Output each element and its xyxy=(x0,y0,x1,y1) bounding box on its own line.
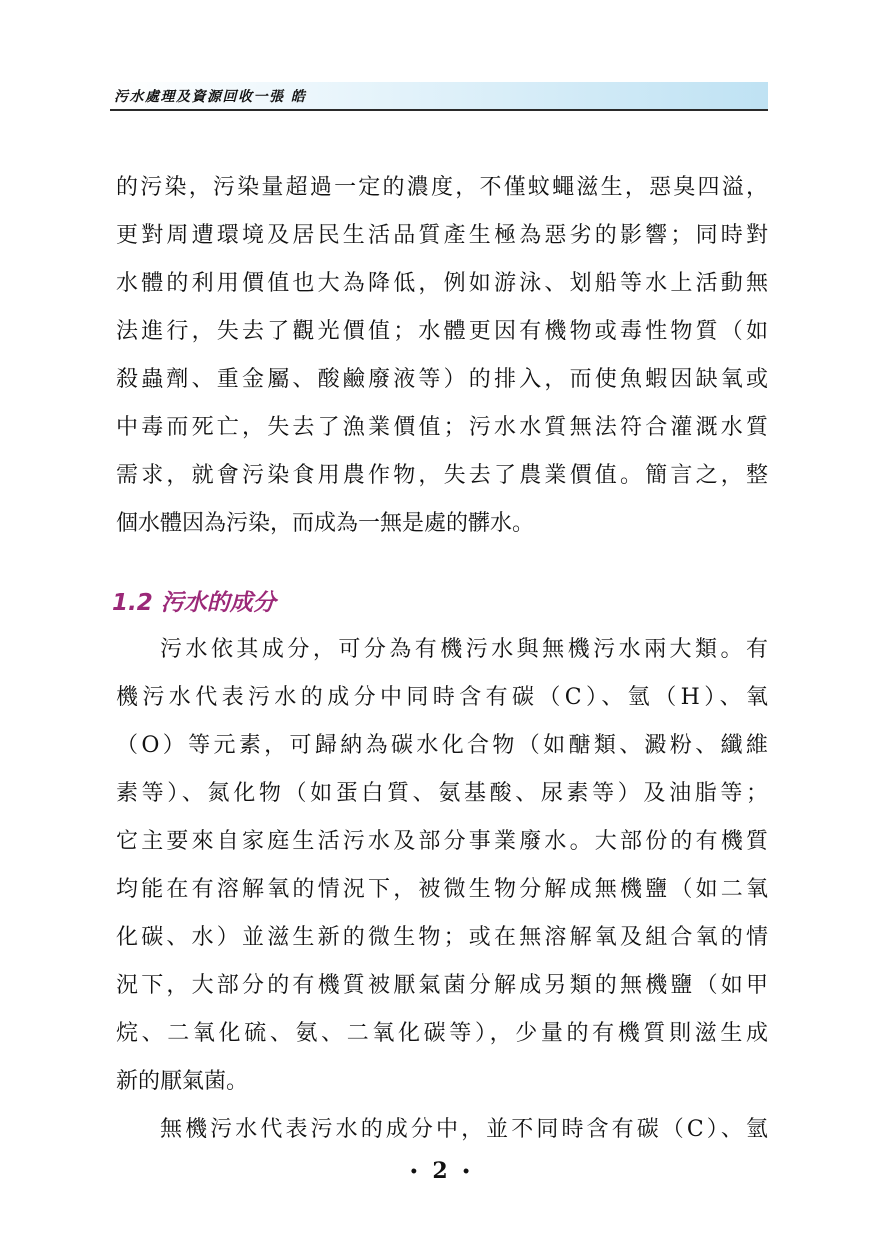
text-line: 需求，就會污染食用農作物，失去了農業價值。簡言之，整 xyxy=(116,463,768,488)
text-line: 法進行，失去了觀光價值；水體更因有機物或毒性物質（如 xyxy=(116,319,768,344)
text-line: 的污染，污染量超過一定的濃度，不僅蚊蠅滋生，惡臭四溢， xyxy=(116,175,768,200)
text-line: 新的厭氣菌。 xyxy=(116,1069,249,1094)
text-line: 烷、二氧化硫、氨、二氧化碳等），少量的有機質則滋生成 xyxy=(116,1021,768,1046)
text-line: 無機污水代表污水的成分中，並不同時含有碳（C）、氫 xyxy=(160,1117,768,1142)
text-line: 化碳、水）並滋生新的微生物；或在無溶解氧及組合氧的情 xyxy=(116,925,768,950)
running-header xyxy=(110,82,768,111)
text-line: （O）等元素，可歸納為碳水化合物（如醣類、澱粉、纖維 xyxy=(116,733,768,758)
text-line: 素等）、氮化物（如蛋白質、氨基酸、尿素等）及油脂等； xyxy=(116,781,768,806)
text-line: 個水體因為污染，而成為一無是處的髒水。 xyxy=(116,511,535,536)
text-line: 機污水代表污水的成分中同時含有碳（C）、氫（H）、氧 xyxy=(116,685,768,710)
running-header-title: 污水處理及資源回收一張 皓 xyxy=(114,89,307,105)
paragraph-organic-wastewater xyxy=(116,626,768,1106)
bullet-icon: • xyxy=(461,1164,471,1180)
text-line: 中毒而死亡，失去了漁業價值；污水水質無法符合灌溉水質 xyxy=(116,415,768,440)
text-line: 況下，大部分的有機質被厭氣菌分解成另類的無機鹽（如甲 xyxy=(116,973,768,998)
text-line: 它主要來自家庭生活污水及部分事業廢水。大部份的有機質 xyxy=(116,829,768,854)
paragraph-pollution-impact xyxy=(116,164,768,548)
page-number: 2 xyxy=(432,1158,448,1184)
text-line: 更對周遭環境及居民生活品質產生極為惡劣的影響；同時對 xyxy=(116,223,768,248)
text-line: 水體的利用價值也大為降低，例如游泳、划船等水上活動無 xyxy=(116,271,768,296)
paragraph-inorganic-wastewater xyxy=(116,1106,768,1154)
section-heading: 1.2 污水的成分 xyxy=(112,590,276,616)
page-footer xyxy=(0,1158,880,1184)
bullet-icon: • xyxy=(409,1164,419,1180)
text-line: 污水依其成分，可分為有機污水與無機污水兩大類。有 xyxy=(160,637,768,662)
text-line: 殺蟲劑、重金屬、酸鹼廢液等）的排入，而使魚蝦因缺氧或 xyxy=(116,367,768,392)
text-line: 均能在有溶解氧的情況下，被微生物分解成無機鹽（如二氧 xyxy=(116,877,768,902)
